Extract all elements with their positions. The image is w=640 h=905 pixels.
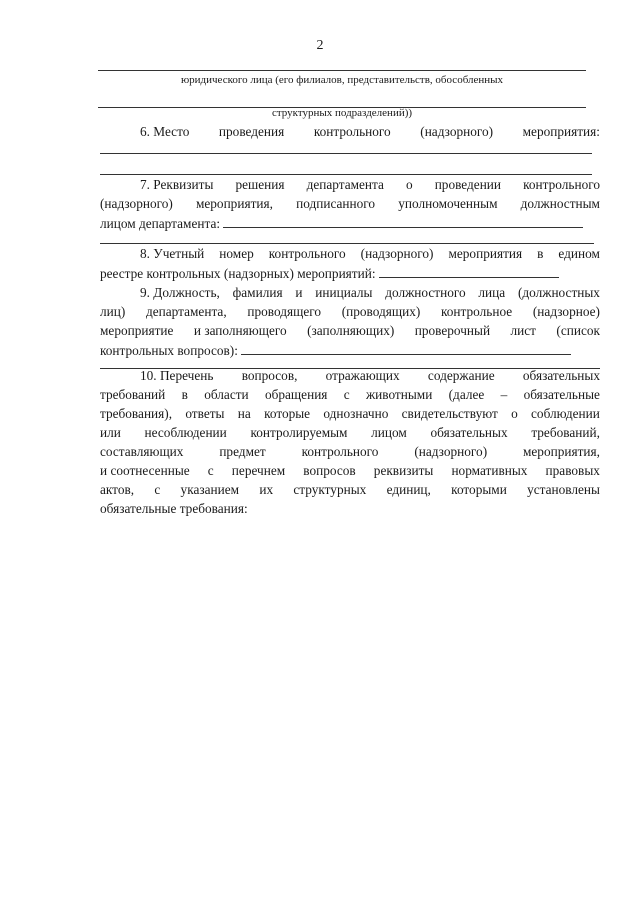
word: должностного bbox=[385, 285, 466, 300]
item-9-line-3 bbox=[100, 321, 600, 341]
word: мероприятие bbox=[100, 323, 174, 338]
word: ответы bbox=[185, 406, 225, 421]
header-caption-line1: юридического лица (его филиалов, представительств, обособленных bbox=[180, 74, 504, 86]
word: реквизиты bbox=[373, 463, 434, 478]
item-7-label: лицом департамента: bbox=[100, 216, 221, 231]
word: лица bbox=[478, 285, 506, 300]
word: департамента, bbox=[145, 304, 227, 319]
fill-blank bbox=[241, 340, 571, 355]
word: должностным bbox=[520, 196, 600, 211]
word: мероприятия, bbox=[522, 444, 600, 459]
word: инициалы bbox=[315, 285, 373, 300]
page-number: 2 bbox=[316, 38, 324, 53]
word: предмет bbox=[219, 444, 266, 459]
word: 8. Учетный bbox=[140, 246, 205, 261]
word: контрольное bbox=[441, 304, 513, 319]
word: (надзорного) bbox=[100, 196, 173, 211]
item-9-line-2 bbox=[100, 302, 600, 322]
item-9-label: контрольных вопросов): bbox=[100, 343, 238, 358]
word: нормативных bbox=[451, 463, 528, 478]
word: на bbox=[237, 406, 251, 421]
word: (надзорного) bbox=[420, 124, 494, 139]
item-10-line-1 bbox=[100, 366, 600, 386]
item-10-line-3 bbox=[100, 404, 600, 424]
word: несоблюдении bbox=[144, 425, 227, 440]
word: подписанного bbox=[296, 196, 376, 211]
word: требований bbox=[100, 387, 166, 402]
item-10-line-2 bbox=[100, 385, 600, 405]
word: контрольного bbox=[313, 124, 391, 139]
word: животными bbox=[365, 387, 433, 402]
word: мероприятия bbox=[448, 246, 523, 261]
word: лиц) bbox=[100, 304, 126, 319]
word: обращения bbox=[264, 387, 328, 402]
item-7-line-3 bbox=[100, 213, 600, 234]
word: 6. Место bbox=[140, 124, 190, 139]
word: соблюдении bbox=[531, 406, 600, 421]
word: правовых bbox=[545, 463, 600, 478]
item-10-line-4 bbox=[100, 423, 600, 443]
item-8-line-1 bbox=[100, 244, 600, 264]
fill-line bbox=[100, 153, 592, 154]
word: проведения bbox=[218, 124, 285, 139]
word: о bbox=[511, 406, 518, 421]
word: и заполняющего bbox=[193, 323, 287, 338]
item-7-line-2 bbox=[100, 194, 600, 214]
word: контролируемым bbox=[250, 425, 348, 440]
word: о bbox=[405, 177, 413, 192]
word: и соотнесенные bbox=[100, 463, 190, 478]
word: обязательных bbox=[522, 368, 600, 383]
item-10-line-6 bbox=[100, 461, 600, 481]
word: контрольного bbox=[523, 177, 600, 192]
word: контрольного bbox=[301, 444, 379, 459]
word: 7. Реквизиты bbox=[140, 177, 214, 192]
word: требований, bbox=[531, 425, 600, 440]
item-10-line-5 bbox=[100, 442, 600, 462]
word: мероприятия, bbox=[195, 196, 273, 211]
item-8-label: реестре контрольных (надзорных) мероприятий: bbox=[100, 266, 376, 281]
word: в bbox=[181, 387, 188, 402]
word: с bbox=[154, 482, 161, 497]
word: перечнем bbox=[231, 463, 286, 478]
word: проверочный bbox=[414, 323, 491, 338]
item-10-line-8: обязательные требования: bbox=[100, 501, 248, 516]
word: лист bbox=[510, 323, 536, 338]
word: отражающих bbox=[325, 368, 400, 383]
word: структурных bbox=[293, 482, 367, 497]
word: решения bbox=[235, 177, 285, 192]
word: контрольного bbox=[268, 246, 346, 261]
word: которыми bbox=[451, 482, 507, 497]
word: едином bbox=[558, 246, 600, 261]
fill-blank bbox=[379, 263, 559, 278]
fill-line bbox=[98, 70, 586, 71]
item-10-line-7 bbox=[100, 480, 600, 500]
word: вопросов, bbox=[241, 368, 298, 383]
word: однозначно bbox=[323, 406, 389, 421]
word: (надзорное) bbox=[532, 304, 600, 319]
word: лицом bbox=[371, 425, 407, 440]
word: которые bbox=[264, 406, 311, 421]
word: с bbox=[207, 463, 214, 478]
word: области bbox=[204, 387, 249, 402]
item-9-line-1 bbox=[100, 283, 600, 303]
word: или bbox=[100, 425, 121, 440]
word: проводящего bbox=[247, 304, 322, 319]
word: требования), bbox=[100, 406, 173, 421]
word: 10. Перечень bbox=[140, 368, 214, 383]
word: проведении bbox=[434, 177, 502, 192]
word: 9. Должность, bbox=[140, 285, 220, 300]
word: департамента bbox=[306, 177, 384, 192]
word: обязательных bbox=[430, 425, 508, 440]
word: и bbox=[295, 285, 303, 300]
item-6-line-1 bbox=[100, 122, 600, 142]
word: содержание bbox=[427, 368, 495, 383]
word: (заполняющих) bbox=[307, 323, 395, 338]
item-9-line-4 bbox=[100, 340, 600, 361]
word: (далее bbox=[448, 387, 485, 402]
word: – bbox=[500, 387, 508, 402]
word: фамилия bbox=[232, 285, 283, 300]
word: обязательные bbox=[523, 387, 600, 402]
word: (список bbox=[556, 323, 600, 338]
fill-blank bbox=[223, 213, 583, 228]
word: установлены bbox=[527, 482, 600, 497]
word: в bbox=[537, 246, 544, 261]
word: (должностных bbox=[517, 285, 600, 300]
word: (проводящих) bbox=[341, 304, 421, 319]
item-8-line-2 bbox=[100, 263, 600, 284]
word: свидетельствуют bbox=[401, 406, 498, 421]
word: номер bbox=[219, 246, 254, 261]
word: (надзорного) bbox=[360, 246, 434, 261]
word: мероприятия: bbox=[522, 124, 600, 139]
word: вопросов bbox=[303, 463, 356, 478]
word: актов, bbox=[100, 482, 135, 497]
word: (надзорного) bbox=[414, 444, 488, 459]
word: составляющих bbox=[100, 444, 184, 459]
word: уполномоченным bbox=[398, 196, 498, 211]
item-7-line-1 bbox=[100, 175, 600, 195]
header-caption-line2: структурных подразделений)) bbox=[271, 107, 413, 119]
word: указанием bbox=[180, 482, 240, 497]
word: их bbox=[259, 482, 274, 497]
word: единиц, bbox=[386, 482, 431, 497]
word: с bbox=[343, 387, 350, 402]
